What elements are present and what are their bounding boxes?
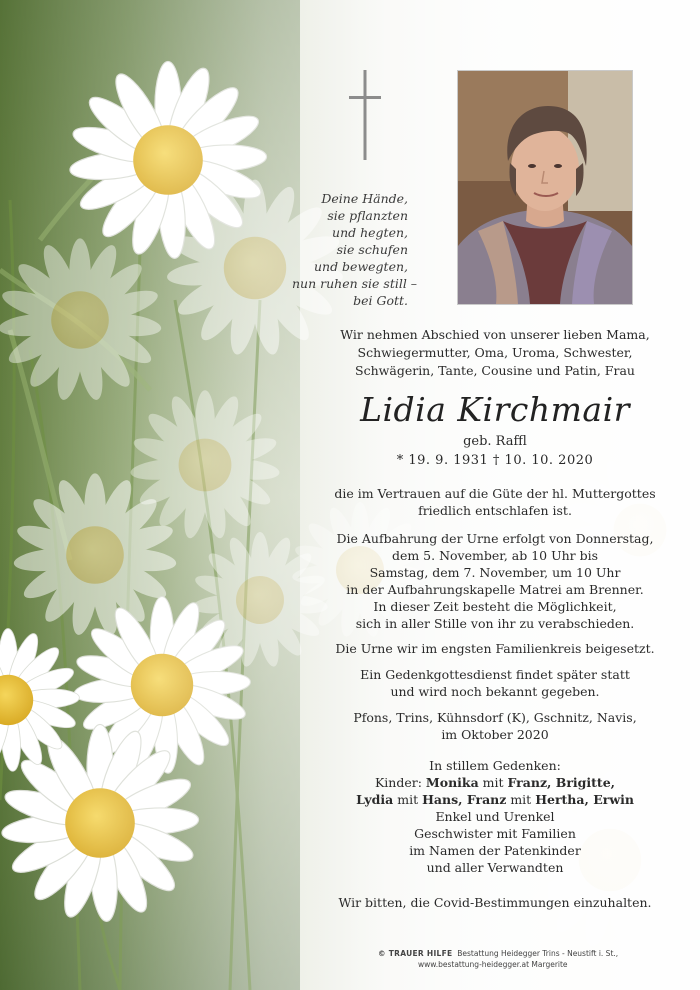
intro-line: Schwägerin, Tante, Cousine und Patin, Frau: [355, 363, 635, 378]
portrait-image: [458, 71, 632, 304]
trauerhilfe-logo: © TRAUER HILFE: [378, 949, 453, 958]
mourner-line: Enkel und Urenkel: [435, 809, 555, 824]
memorial-line: Ein Gedenkgottesdienst findet später statt: [360, 667, 630, 682]
poem-line: Deine Hände,: [321, 191, 408, 206]
mourners-list: [320, 757, 670, 876]
children-line-2: [320, 791, 670, 808]
children-prefix: Kinder:: [374, 775, 426, 790]
burial-line: Die Urne wir im engsten Familienkreis beigesetzt.: [335, 641, 655, 656]
intro-line: Wir nehmen Abschied von unserer lieben Mama,: [340, 327, 650, 342]
poem-line: und bewegten,: [313, 259, 408, 274]
memorial-poem: [292, 190, 418, 309]
poem-line: und hegten,: [332, 225, 408, 240]
viewing-line: In dieser Zeit besteht die Möglichkeit,: [373, 599, 617, 614]
with-text: mit: [478, 775, 508, 790]
places-line: Pfons, Trins, Kühnsdorf (K), Gschnitz, Navis,: [353, 710, 637, 725]
poem-line: sie schufen: [336, 242, 408, 257]
portrait-photo: [457, 70, 633, 305]
mourner-line: Geschwister mit Familien: [414, 826, 576, 841]
places-line: im Oktober 2020: [441, 727, 549, 742]
funeral-company: Bestattung Heidegger Trins - Neustift i. St.,: [457, 949, 619, 958]
viewing-line: in der Aufbahrungskapelle Matrei am Brenner.: [346, 582, 644, 597]
website-link[interactable]: www.bestattung-heidegger.at Margerite: [418, 960, 568, 969]
mourners-heading: In stillem Gedenken:: [429, 758, 561, 773]
memorial-service-text: [320, 666, 670, 700]
viewing-line: Die Aufbahrung der Urne erfolgt von Donnerstag,: [336, 531, 654, 546]
viewing-line: Samstag, dem 7. November, um 10 Uhr: [369, 565, 621, 580]
viewing-line: sich in aller Stille von ihr zu verabschieden.: [355, 616, 635, 631]
viewing-text: [320, 530, 670, 632]
intro-line: Schwiegermutter, Oma, Uroma, Schwester,: [357, 345, 633, 360]
footer: [360, 948, 640, 970]
farewell-intro: [330, 326, 660, 380]
memorial-line: und wird noch bekannt gegeben.: [390, 684, 600, 699]
child-name: Lydia: [356, 792, 394, 807]
burial-text: [320, 640, 670, 657]
with-text: mit: [393, 792, 423, 807]
viewing-line: dem 5. November, ab 10 Uhr bis: [391, 548, 599, 563]
life-dates: * 19. 9. 1931 † 10. 10. 2020: [396, 453, 594, 468]
birth-name: geb. Raffl: [463, 434, 527, 449]
passage-line: die im Vertrauen auf die Güte der hl. Muttergottes: [334, 486, 656, 501]
mourner-line: im Namen der Patenkinder: [409, 843, 581, 858]
mourner-line: und aller Verwandten: [426, 860, 564, 875]
partner-names: Franz, Brigitte,: [507, 775, 616, 790]
poem-line: bei Gott.: [353, 293, 408, 308]
footer-row: [360, 959, 640, 970]
child-name: Monika: [425, 775, 479, 790]
footer-row: [360, 948, 640, 959]
deceased-name: Lidia Kirchmair: [360, 390, 630, 429]
with-text: mit: [506, 792, 536, 807]
partner-names: Hans, Franz: [422, 792, 507, 807]
passage-text: [320, 485, 670, 519]
poem-line: sie pflanzten: [327, 208, 408, 223]
children-line-1: [320, 774, 670, 791]
cross-icon: [349, 70, 381, 160]
poem-line: nun ruhen sie still –: [292, 276, 418, 291]
places-text: [320, 709, 670, 743]
covid-notice: [320, 894, 670, 911]
partner-names: Hertha, Erwin: [535, 792, 634, 807]
covid-text: Wir bitten, die Covid-Bestimmungen einzuhalten.: [338, 895, 652, 910]
passage-line: friedlich entschlafen ist.: [418, 503, 572, 518]
